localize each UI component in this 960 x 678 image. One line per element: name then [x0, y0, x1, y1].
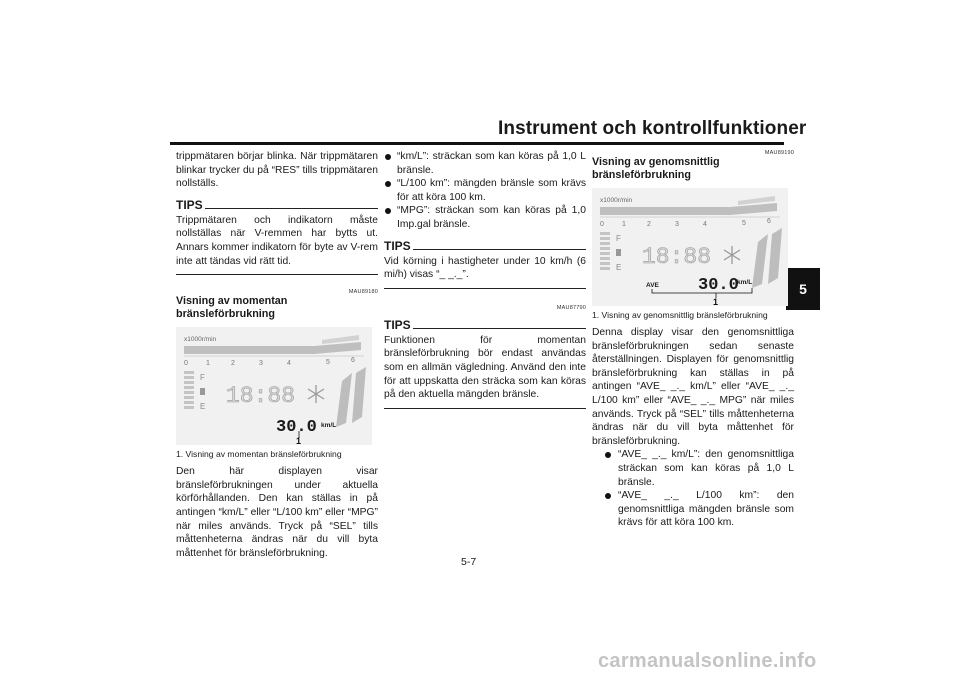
- rpm-scale-4: 4: [703, 221, 707, 228]
- rpm-scale-5: 5: [326, 359, 330, 367]
- page-number: 5-7: [461, 556, 477, 568]
- rpm-unit-label: x1000r/min: [184, 336, 217, 344]
- unit-bullet-list: [384, 150, 586, 232]
- bullet-item: “AVE_ _._ L/100 km”: den genomsnittliga mängden bränsle som krävs för att köra 100 km.: [602, 489, 794, 530]
- callout-number: 1: [296, 436, 302, 446]
- rpm-scale-0: 0: [184, 360, 188, 368]
- clock-display: 18:88: [642, 244, 712, 270]
- section-heading: Visning av genomsnittlig bränsleförbrukning: [592, 156, 720, 181]
- chapter-tab[interactable]: 5: [786, 268, 820, 310]
- rpm-scale-5: 5: [742, 220, 746, 227]
- page-header-title: Instrument och kontrollfunktioner: [498, 118, 807, 139]
- tips-text: Funktionen för momentan bränsleförbrukning bör endast användas som en allmän vägledning. Använd den inte för att uppskatta den sträcka som kan köras på den aktuella mängden bränsle.: [384, 334, 586, 401]
- instant-consumption-figure: [176, 327, 372, 445]
- bullet-item: “MPG”: sträckan som kan köras på 1,0 Imp.gal bränsle.: [384, 204, 586, 231]
- average-consumption-figure: [592, 188, 788, 306]
- left-column: [176, 150, 378, 560]
- rpm-scale-1: 1: [206, 360, 210, 368]
- tips-box: [384, 239, 586, 289]
- tips-label: TIPS: [384, 317, 411, 332]
- bullet-item: “L/100 km”: mängden bränsle som krävs för att köra 100 km.: [384, 177, 586, 204]
- figure-caption: 1. Visning av momentan bränsleförbrukning: [176, 449, 342, 460]
- section-heading: Visning av momentan bränsleförbrukning: [176, 295, 288, 321]
- body-paragraph: Den här displayen visar bränsleförbrukningen under aktuella körförhållanden. Den kan ställas in på antingen “km/L” eller “L/100 km” eller “MPG” när miles används. Tryck på “SEL” tills måttenheterna ändras när du vill byta måttenhet för bränsleförbrukning.: [176, 466, 378, 559]
- tips-label: TIPS: [176, 197, 203, 212]
- rpm-scale-6: 6: [351, 357, 355, 365]
- unit-label: km/L: [321, 422, 337, 430]
- rpm-scale-4: 4: [287, 360, 291, 368]
- right-column: [592, 150, 794, 530]
- figure-caption: 1. Visning av genomsnittlig bränsleförbrukning: [592, 310, 768, 320]
- bullet-item: “AVE_ _._ km/L”: den genomsnittliga sträckan som kan köras på 1,0 L bränsle.: [602, 448, 794, 489]
- callout-number: 1: [713, 297, 719, 306]
- tips-box: [176, 198, 378, 275]
- rpm-unit-label: x1000r/min: [600, 197, 633, 204]
- rpm-scale-2: 2: [647, 221, 651, 228]
- fuel-empty-label: E: [200, 402, 206, 412]
- consumption-value: 30.0: [276, 418, 317, 438]
- middle-column: [384, 150, 586, 409]
- fuel-empty-label: E: [616, 263, 622, 272]
- clock-display: 18:88: [226, 383, 296, 410]
- body-paragraph: Denna display visar den genomsnittliga bränsleförbrukningen sedan senaste återställningen. Displayen för genomsnittlig bränsleförbrukning kan ställas in på antingen “AVE_ _._ km/L” eller “AVE_ _._ L/100 km” eller “AVE_ _._ MPG” när miles används. Tryck på “SEL” tills måttenheterna ändras när du vill byta måttenhet för bränsleförbrukning.: [592, 327, 794, 447]
- section-code: MAU89190: [764, 150, 794, 156]
- rpm-scale-0: 0: [600, 221, 604, 228]
- tips-label: TIPS: [384, 238, 411, 253]
- fuel-full-label: F: [616, 234, 621, 243]
- fuel-full-label: F: [200, 373, 205, 383]
- rpm-scale-1: 1: [622, 221, 626, 228]
- rpm-scale-2: 2: [231, 360, 235, 368]
- rpm-scale-3: 3: [259, 360, 263, 368]
- tips-box: [384, 318, 586, 409]
- fuel-pump-icon: [616, 249, 621, 256]
- ave-label: AVE: [646, 282, 659, 289]
- bullet-item: “km/L”: sträckan som kan köras på 1,0 L bränsle.: [384, 150, 586, 177]
- rpm-scale-6: 6: [767, 218, 771, 225]
- site-watermark[interactable]: carmanualsonline.info: [598, 650, 817, 672]
- intro-paragraph: trippmätaren börjar blinka. När trippmätaren blinkar trycker du på “RES” tills trippmätaren nollställs.: [176, 151, 379, 190]
- header-rule: [170, 142, 784, 145]
- section-code: MAU87790: [556, 304, 586, 311]
- tips-text: Vid körning i hastigheter under 10 km/h (6 mi/h) visas “_ _._”.: [384, 255, 586, 281]
- unit-label: km/L: [737, 279, 753, 286]
- consumption-value: 30.0: [698, 276, 739, 295]
- rpm-scale-3: 3: [675, 221, 679, 228]
- section-code: MAU89180: [348, 289, 378, 296]
- fuel-pump-icon: [200, 388, 205, 395]
- ave-bullet-list: [602, 448, 794, 530]
- tips-text: Trippmätaren och indikatorn måste nollställas när V-remmen har bytts ut. Annars kommer indikatorn för byte av V-rem inte att tändas vid rätt tid.: [176, 214, 378, 267]
